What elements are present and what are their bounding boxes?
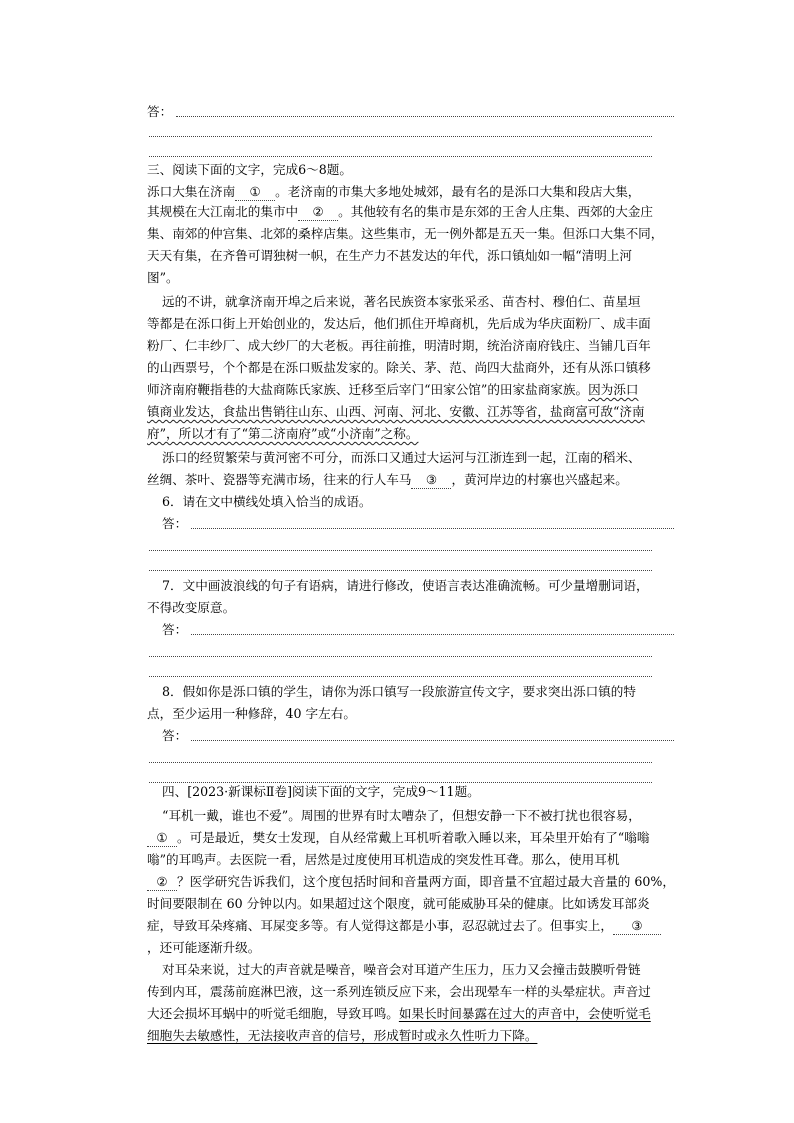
text-run: 。老济南的市集大多地处城郊，最有名的是泺口大集和段店大集， (275, 184, 641, 199)
paragraph-line (147, 1002, 677, 1026)
text-run: 。其他较有名的集市是东郊的王舍人庄集、西郊的大金庄 (338, 204, 653, 219)
fill-blank[interactable]: ① (235, 184, 275, 201)
question-8: 点，至少运用一种修辞，40 字左右。 (147, 706, 356, 721)
fill-blank[interactable]: ② (147, 874, 177, 891)
answer-rule[interactable] (191, 740, 674, 741)
wavy-sentence: 镇商业发达，食盐出售销往山东、山西、河南、河北、安徽、江苏等省，盐商富可敌“济南 (147, 404, 645, 419)
section-heading: 三、阅读下面的文字，完成6～8题。 (147, 162, 352, 177)
paragraph-line: 的山西票号，个个都是在泺口贩盐发家的。除关、茅、范、尚四大盐商外，还有从泺口镇移 (147, 360, 651, 375)
paragraph-line (147, 468, 677, 492)
text-run: 大还会损坏耳蜗中的听觉毛细胞，导致耳鸣。 (147, 1006, 399, 1021)
paragraph-line: 嗡”的耳鸣声。去医院一看，居然是过度使用耳机造成的突发性耳聋。那么，使用耳机 (147, 852, 620, 867)
answer-label: 答： (147, 104, 173, 119)
text-run: 师济南府鞭指巷的大盐商陈氏家族、迁移至后宰门“田家公馆”的田家盐商家族。 (147, 382, 589, 397)
underlined-sentence: 细胞失去敏感性，无法接收声音的信号，形成暂时或永久性听力下降。 (147, 1028, 538, 1043)
answer-rule[interactable] (149, 570, 652, 571)
paragraph-line: 泺口的经贸繁荣与黄河密不可分，而泺口又通过大运河与江浙连到一起，江南的稻米、 (162, 450, 641, 465)
paragraph-line (147, 914, 677, 938)
paragraph-line: 对耳朵来说，过大的声音就是噪音，噪音会对耳道产生压力，压力又会撞击鼓膜听骨链 (162, 962, 641, 977)
paragraph-line (147, 200, 677, 224)
question-6: 6．请在文中横线处填入恰当的成语。 (162, 494, 372, 509)
text-run: ？医学研究告诉我们，这个度包括时间和音量两方面，即音量不宜超过最大音量的 60%， (177, 874, 675, 889)
answer-rule[interactable] (149, 676, 652, 677)
paragraph-line: 图”。 (147, 270, 179, 285)
text-run: ，黄河岸边的村寨也兴盛起来。 (451, 472, 628, 487)
answer-label: 答： (162, 516, 188, 531)
text-run: 症，导致耳朵疼痛、耳屎变多等。有人觉得这都是小事，忍忍就过去了。但事实上， (147, 918, 613, 933)
underlined-sentence: 如果长时间暴露在过大的声音中，会使听觉毛 (398, 1006, 651, 1021)
paragraph-line: 天天有集，在齐鲁可谓独树一帜，在生产力不甚发达的年代，泺口镇灿如一幅“清明上河 (147, 248, 633, 263)
fill-blank[interactable]: ① (147, 830, 177, 847)
paragraph-line: ，还可能逐渐升级。 (147, 940, 261, 955)
fill-blank[interactable]: ③ (411, 472, 451, 489)
answer-rule[interactable] (149, 762, 652, 763)
wavy-sentence: 府”，所以才有了“第二济南府”或“小济南”之称。 (147, 426, 419, 441)
wavy-sentence: 因为泺口 (588, 382, 639, 397)
paragraph-line (147, 400, 677, 424)
paragraph-line (147, 378, 677, 402)
answer-rule[interactable] (191, 634, 674, 635)
paragraph-line: “耳机一戴，谁也不爱”。周围的世界有时太嘈杂了，但想安静一下不被打扰也很容易， (162, 808, 641, 823)
answer-rule[interactable] (149, 656, 652, 657)
paragraph-line (147, 422, 677, 446)
answer-line (147, 100, 677, 124)
text-run: 泺口大集在济南 (147, 184, 236, 199)
question-7: 7．文中画波浪线的句子有语病，请进行修改，使语言表达准确流畅。可少量增删词语， (162, 578, 649, 593)
paragraph-line: 远的不讲，就拿济南开埠之后来说，著名民族资本家张采丞、苗杏村、穆伯仁、苗星垣 (162, 294, 641, 309)
paragraph-line (147, 870, 677, 894)
section-heading: 四、[2023·新课标Ⅱ卷]阅读下面的文字，完成9～11题。 (162, 784, 480, 799)
paragraph-line: 粉厂、仁丰纱厂、成大纱厂的大老板。再往前推，明清时期，统治济南府钱庄、当铺几百年 (147, 338, 651, 353)
answer-line (162, 512, 692, 536)
answer-line (162, 618, 692, 642)
paragraph-line: 传到内耳，震荡前庭淋巴液，这一系列连锁反应下来，会出现晕车一样的头晕症状。声音过 (147, 984, 651, 999)
answer-rule[interactable] (191, 528, 674, 529)
fill-blank[interactable]: ② (298, 204, 338, 221)
paragraph-line (147, 1024, 677, 1048)
answer-rule[interactable] (149, 550, 652, 551)
paragraph-line: 集、南郊的仲宫集、北郊的桑梓店集。这些集市，无一例外都是五天一集。但泺口大集不同， (147, 226, 664, 241)
answer-label: 答： (162, 622, 188, 637)
text-run: 丝绸、茶叶、瓷器等充满市场，往来的行人车马 (147, 472, 412, 487)
paragraph-line (147, 826, 677, 850)
question-8: 8．假如你是泺口镇的学生，请你为泺口镇写一段旅游宣传文字，要求突出泺口镇的特 (162, 684, 636, 699)
paragraph-line: 时间要限制在 60 分钟以内。如果超过这个限度，就可能威胁耳朵的健康。比如诱发耳部炎 (147, 896, 650, 911)
fill-blank[interactable]: ③ (613, 918, 661, 935)
question-7: 不得改变原意。 (147, 600, 236, 615)
text-run: 。可是最近，樊女士发现，自从经常戴上耳机听着歌入睡以来，耳朵里开始有了“嗡嗡 (177, 830, 650, 845)
answer-label: 答： (162, 728, 188, 743)
paragraph-line: 等都是在泺口街上开始创业的，发达后，他们抓住开埠商机，先后成为华庆面粉厂、成丰面 (147, 316, 651, 331)
answer-rule[interactable] (149, 156, 652, 157)
text-run: 其规模在大江南北的集市中 (147, 204, 299, 219)
answer-rule[interactable] (176, 116, 674, 117)
answer-rule[interactable] (149, 136, 652, 137)
answer-line (162, 724, 692, 748)
